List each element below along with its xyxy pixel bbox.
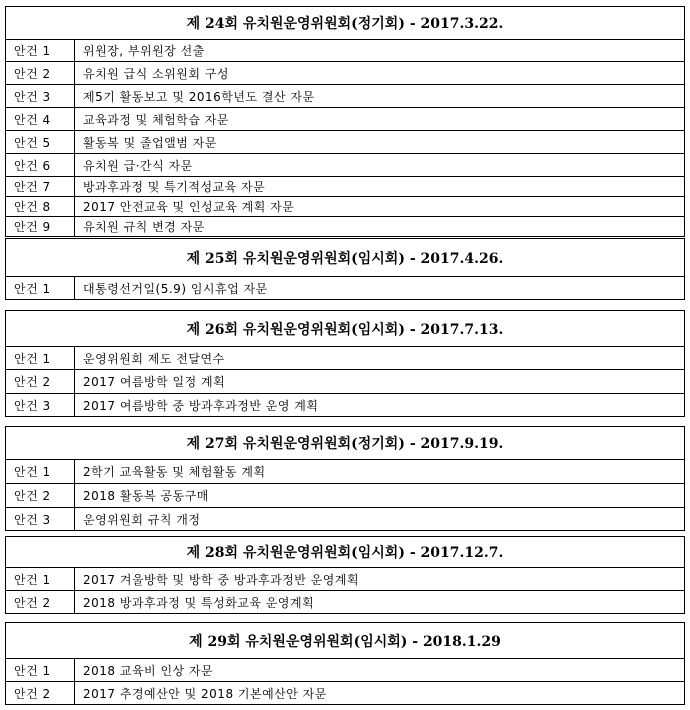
meeting-table — [5, 310, 685, 417]
agenda-number: 안건 3 — [6, 394, 75, 416]
agenda-row — [6, 216, 684, 236]
agenda-row — [6, 483, 684, 507]
meeting-title: 제 26회 유치원운영위원회(임시회) - 2017.7.13. — [6, 311, 684, 347]
meeting-table — [5, 238, 685, 300]
agenda-row — [6, 681, 684, 704]
agenda-text: 2017 안전교육 및 인성교육 계획 자문 — [83, 200, 295, 214]
agenda-row — [6, 659, 684, 681]
agenda-row — [6, 61, 684, 84]
agenda-row — [6, 153, 684, 176]
agenda-row — [6, 590, 684, 613]
meeting-title: 제 27회 유치원운영위원회(정기회) - 2017.9.19. — [6, 427, 684, 460]
agenda-number: 안건 2 — [6, 484, 75, 507]
agenda-row — [6, 176, 684, 196]
agenda-number: 안건 7 — [6, 177, 75, 196]
agenda-text: 2017 여름방학 일정 계획 — [83, 375, 226, 389]
meeting-title: 제 24회 유치원운영위원회(정기회) - 2017.3.22. — [6, 7, 684, 40]
agenda-text: 2018 방과후과정 및 특성화교육 운영계획 — [83, 595, 315, 610]
agenda-text: 제5기 활동보고 및 2016학년도 결산 자문 — [83, 89, 315, 104]
agenda-number: 안건 1 — [6, 40, 75, 61]
agenda-row — [6, 107, 684, 130]
agenda-text: 교육과정 및 체험학습 자문 — [83, 112, 229, 127]
agenda-text: 2017 겨울방학 및 방학 중 방과후과정반 운영계획 — [83, 572, 360, 587]
agenda-number: 안건 5 — [6, 131, 75, 153]
agenda-number: 안건 1 — [6, 347, 75, 369]
agenda-text: 유치원 급식 소위원회 구성 — [83, 66, 229, 81]
agenda-text: 2018 활동복 공동구매 — [83, 489, 209, 503]
agenda-row — [6, 277, 684, 299]
agenda-row — [6, 130, 684, 153]
agenda-number: 안건 1 — [6, 659, 75, 681]
agenda-row — [6, 369, 684, 393]
agenda-text: 활동복 및 졸업앨범 자문 — [83, 135, 217, 150]
agenda-text: 방과후과정 및 특기적성교육 자문 — [83, 180, 266, 194]
agenda-text: 2018 교육비 인상 자문 — [83, 663, 214, 678]
meeting-table — [5, 426, 685, 531]
agenda-number: 안건 2 — [6, 682, 75, 704]
agenda-number: 안건 1 — [6, 277, 75, 299]
agenda-number: 안건 6 — [6, 154, 75, 176]
agenda-row — [6, 460, 684, 483]
agenda-number: 안건 2 — [6, 62, 75, 84]
agenda-text: 2017 추경예산안 및 2018 기본예산안 자문 — [83, 686, 327, 701]
agenda-row — [6, 40, 684, 61]
agenda-text: 2학기 교육활동 및 체험활동 계획 — [83, 465, 266, 479]
agenda-number: 안건 9 — [6, 217, 75, 236]
agenda-row — [6, 196, 684, 216]
agenda-row — [6, 84, 684, 107]
agenda-number: 안건 2 — [6, 591, 75, 613]
meeting-title: 제 29회 유치원운영위원회(임시회) - 2018.1.29 — [6, 623, 684, 659]
agenda-number: 안건 8 — [6, 197, 75, 216]
agenda-number: 안건 2 — [6, 370, 75, 393]
agenda-row — [6, 393, 684, 416]
agenda-text: 운영위원회 규칙 개정 — [83, 512, 201, 527]
agenda-number: 안건 4 — [6, 108, 75, 130]
agenda-text: 위원장, 부위원장 선출 — [83, 44, 205, 58]
meeting-title: 제 25회 유치원운영위원회(임시회) - 2017.4.26. — [6, 239, 684, 277]
agenda-text: 운영위원회 제도 전달연수 — [83, 351, 225, 366]
agenda-number: 안건 1 — [6, 568, 75, 590]
meeting-table — [5, 536, 685, 614]
agenda-number: 안건 1 — [6, 460, 75, 483]
agenda-text: 유치원 규칙 변경 자문 — [83, 220, 205, 234]
meeting-title: 제 28회 유치원운영위원회(임시회) - 2017.12.7. — [6, 537, 684, 568]
agenda-row — [6, 507, 684, 530]
agenda-number: 안건 3 — [6, 508, 75, 530]
agenda-text: 유치원 급·간식 자문 — [83, 158, 193, 173]
agenda-row — [6, 568, 684, 590]
meeting-table — [5, 622, 685, 705]
agenda-text: 2017 여름방학 중 방과후과정반 운영 계획 — [83, 398, 319, 413]
agenda-row — [6, 347, 684, 369]
agenda-text: 대통령선거일(5.9) 임시휴업 자문 — [83, 281, 268, 296]
meeting-table — [5, 6, 685, 237]
agenda-number: 안건 3 — [6, 85, 75, 107]
